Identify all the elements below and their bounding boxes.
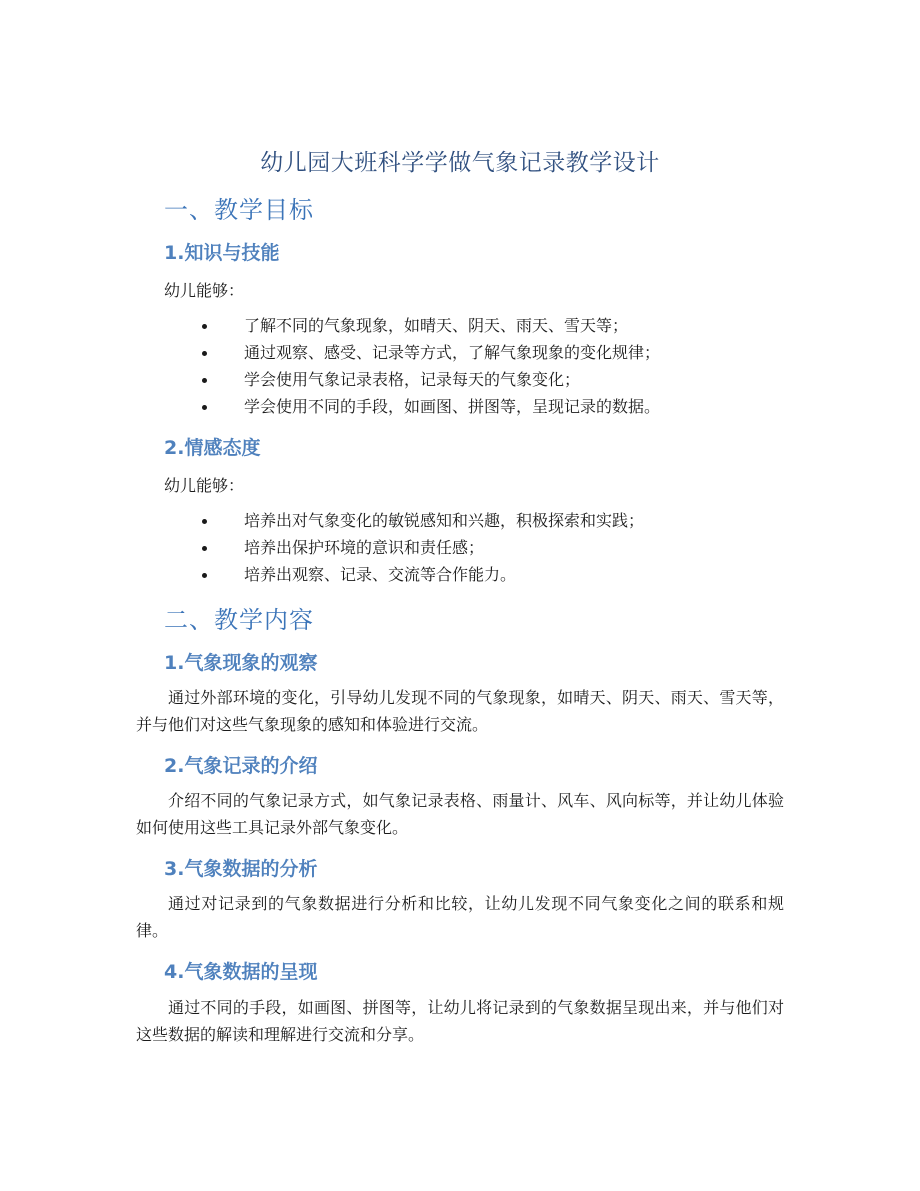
list-item: 培养出观察、记录、交流等合作能力。 — [136, 561, 644, 588]
paragraph-presentation: 通过不同的手段，如画图、拼图等，让幼儿将记录到的气象数据呈现出来，并与他们对这些数据的解读和理解进行交流和分享。 — [136, 998, 784, 1044]
bullet-icon — [202, 546, 207, 551]
bullet-list-knowledge — [136, 312, 660, 420]
subheading-presentation: 4.气象数据的呈现 — [164, 961, 318, 983]
bullet-list-attitude — [136, 507, 644, 588]
bullet-icon — [202, 573, 207, 578]
list-item: 培养出保护环境的意识和责任感； — [136, 534, 644, 561]
paragraph-analysis: 通过对记录到的气象数据进行分析和比较，让幼儿发现不同气象变化之间的联系和规律。 — [136, 894, 784, 940]
bullet-icon — [202, 378, 207, 383]
lead-text: 幼儿能够： — [164, 281, 245, 300]
list-item: 培养出对气象变化的敏锐感知和兴趣，积极探索和实践； — [136, 507, 644, 534]
bullet-icon — [202, 324, 207, 329]
bullet-icon — [202, 405, 207, 410]
subheading-analysis: 3.气象数据的分析 — [164, 858, 318, 880]
bullet-icon — [202, 519, 207, 524]
bullet-icon — [202, 351, 207, 356]
lead-text: 幼儿能够： — [164, 476, 245, 495]
subheading-recording: 2.气象记录的介绍 — [164, 755, 318, 777]
list-item: 学会使用不同的手段，如画图、拼图等，呈现记录的数据。 — [136, 393, 660, 420]
list-item: 通过观察、感受、记录等方式，了解气象现象的变化规律； — [136, 339, 660, 366]
subheading-attitude: 2.情感态度 — [164, 437, 261, 459]
list-item: 了解不同的气象现象，如晴天、阴天、雨天、雪天等； — [136, 312, 660, 339]
subheading-knowledge-skills: 1.知识与技能 — [164, 242, 280, 264]
paragraph-observation: 通过外部环境的变化，引导幼儿发现不同的气象现象，如晴天、阴天、雨天、雪天等，并与他们对这些气象现象的感知和体验进行交流。 — [136, 688, 784, 734]
paragraph-recording: 介绍不同的气象记录方式，如气象记录表格、雨量计、风车、风向标等，并让幼儿体验如何使用这些工具记录外部气象变化。 — [136, 791, 784, 837]
section-heading-objectives: 一、教学目标 — [164, 196, 314, 224]
section-heading-content: 二、教学内容 — [164, 606, 314, 634]
subheading-observation: 1.气象现象的观察 — [164, 652, 318, 674]
list-item: 学会使用气象记录表格，记录每天的气象变化； — [136, 366, 660, 393]
document-title: 幼儿园大班科学学做气象记录教学设计 — [260, 150, 660, 176]
